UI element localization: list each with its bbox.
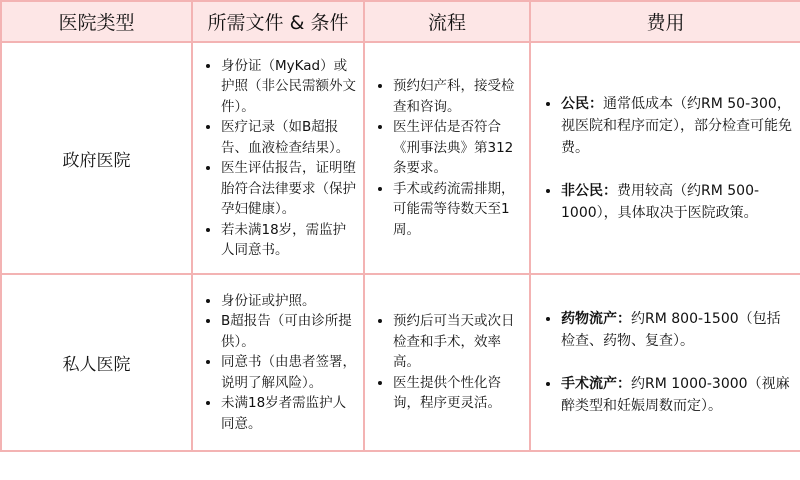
fees-cell [530,42,800,274]
list-item: • 医生评估是否符合《刑事法典》第312条要求。 [393,117,523,179]
documents-list [193,56,363,261]
list-item: • 医生评估报告，证明堕胎符合法律要求（保护孕妇健康）。 [221,158,357,220]
fee-item [561,93,794,159]
list-item: • 未满18岁者需监护人同意。 [221,393,357,434]
header-row [1,1,800,42]
list-item: • 预约妇产科，接受检查和咨询。 [393,76,523,117]
documents-list [193,291,363,435]
list-item: • 同意书（由患者签署，说明了解风险）。 [221,352,357,393]
list-item: • 身份证（MyKad）或护照（非公民需额外文件）。 [221,56,357,118]
fees-cell [530,274,800,451]
fee-item [561,180,794,224]
list-item: • 若未满18岁，需监护人同意书。 [221,220,357,261]
header-fees: 费用 [530,1,800,42]
list-item: • 手术或药流需排期，可能需等待数天至1周。 [393,179,523,241]
process-cell [364,42,530,274]
fees-list [531,93,800,224]
list-item: • 医生提供个性化咨询，程序更灵活。 [393,373,523,414]
process-cell [364,274,530,451]
list-item: • B超报告（可由诊所提供）。 [221,311,357,352]
fee-label: 药物流产： [561,311,631,327]
fees-list [531,308,800,417]
list-item: • 身份证或护照。 [221,291,357,312]
header-hospital-type: 医院类型 [1,1,192,42]
hospital-type-cell: 私人医院 [1,274,192,451]
table-row-private [1,274,800,451]
list-item: • 医疗记录（如B超报告、血液检查结果）。 [221,117,357,158]
table-row-government [1,42,800,274]
fee-text: 约RM 1000-3000（视麻醉类型和妊娠周数而定）。 [561,376,790,414]
fee-text: 费用较高（约RM 500-1000），具体取决于医院政策。 [561,182,760,221]
fee-text: 约RM 800-1500（包括检查、药物、复查）。 [561,311,781,349]
fee-label: 手术流产： [561,376,631,392]
fee-label: 非公民： [561,182,617,199]
fee-item [561,308,794,352]
documents-cell [192,274,364,451]
process-list [365,311,529,414]
fee-label: 公民： [561,95,603,112]
documents-cell [192,42,364,274]
fee-item [561,373,794,417]
fee-text: 通常低成本（约RM 50-300，视医院和程序而定），部分检查可能免费。 [561,95,792,156]
process-list [365,76,529,240]
list-item: • 预约后可当天或次日检查和手术，效率高。 [393,311,523,373]
header-documents: 所需文件 & 条件 [192,1,364,42]
hospital-type-cell: 政府医院 [1,42,192,274]
header-process: 流程 [364,1,530,42]
